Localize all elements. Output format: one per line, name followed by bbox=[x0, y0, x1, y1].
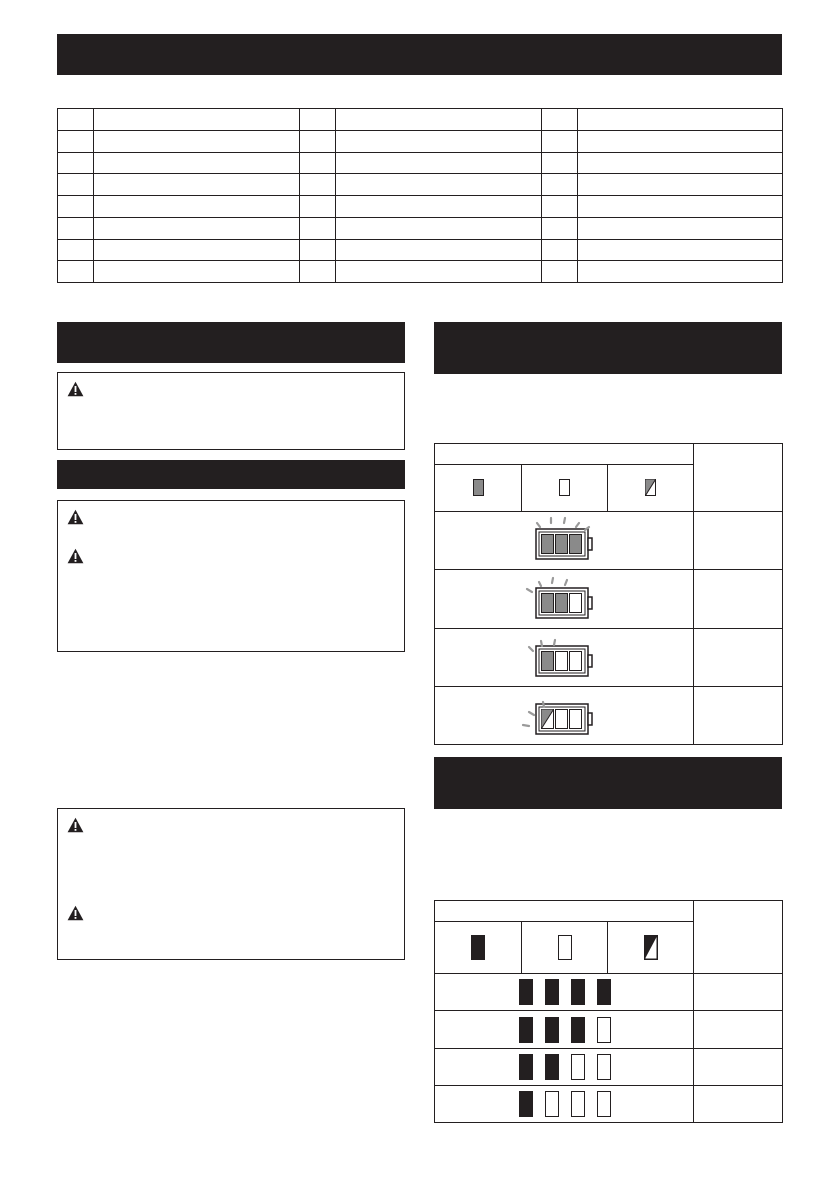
battery-segment-off bbox=[570, 651, 582, 670]
remaining-capacity-table bbox=[434, 443, 783, 745]
charge-level-cell bbox=[694, 1011, 783, 1048]
legend-lit-cell bbox=[435, 922, 522, 974]
parts-table-row bbox=[58, 109, 783, 131]
part-number-cell bbox=[58, 217, 94, 239]
parts-table-row bbox=[58, 261, 783, 283]
warning-triangle-icon bbox=[67, 381, 84, 397]
lamp-on-icon bbox=[519, 979, 533, 1005]
blink-ray bbox=[554, 640, 555, 645]
blink-ray bbox=[576, 523, 579, 527]
battery-segment-lit bbox=[542, 651, 554, 670]
part-number-cell bbox=[58, 152, 94, 174]
legend-blinking-cell bbox=[608, 465, 694, 512]
part-name-cell bbox=[336, 217, 542, 239]
charge-level-cell bbox=[694, 974, 783, 1011]
part-name-cell bbox=[336, 174, 542, 196]
battery-gauge-icon bbox=[519, 688, 609, 738]
legend-off-cell bbox=[522, 922, 608, 974]
lamp-on-icon bbox=[571, 979, 585, 1005]
battery-gauge-icon bbox=[519, 513, 609, 563]
battery-terminal bbox=[588, 655, 592, 667]
part-number-cell bbox=[542, 174, 578, 196]
battery-terminal bbox=[588, 597, 592, 609]
part-number-cell bbox=[300, 217, 336, 239]
battery-segment-off bbox=[556, 709, 568, 728]
blink-ray bbox=[529, 647, 533, 651]
blink-ray bbox=[543, 702, 544, 707]
remaining-capacity-header-cell bbox=[694, 444, 783, 512]
capacity-row bbox=[435, 628, 783, 686]
part-number-cell bbox=[58, 261, 94, 283]
parts-table bbox=[57, 108, 783, 283]
blink-ray bbox=[539, 582, 541, 586]
lamp-off-icon bbox=[597, 1091, 611, 1117]
warning-box-1 bbox=[57, 372, 405, 450]
part-number-cell bbox=[58, 239, 94, 261]
lamp-off-icon bbox=[545, 1091, 559, 1117]
part-name-cell bbox=[94, 152, 300, 174]
lamp-status-header-cell bbox=[435, 444, 694, 465]
part-name-cell bbox=[578, 217, 783, 239]
charge-level-cell bbox=[694, 1085, 783, 1122]
warning-box-3 bbox=[57, 808, 405, 960]
charge-level-cell bbox=[694, 1048, 783, 1085]
charge-level-row bbox=[435, 974, 783, 1011]
section-header-bar-left-1 bbox=[57, 322, 405, 363]
charge-level-row bbox=[435, 1085, 783, 1122]
part-number-cell bbox=[542, 217, 578, 239]
charge-indicator-table bbox=[434, 900, 783, 1123]
blink-ray bbox=[541, 641, 542, 646]
battery-segment-off bbox=[570, 709, 582, 728]
battery-segment-off bbox=[556, 651, 568, 670]
part-name-cell bbox=[336, 130, 542, 152]
capacity-row bbox=[435, 686, 783, 744]
part-number-cell bbox=[542, 152, 578, 174]
part-number-cell bbox=[300, 109, 336, 131]
legend-off-cell bbox=[522, 465, 608, 512]
part-number-cell bbox=[58, 130, 94, 152]
part-number-cell bbox=[58, 174, 94, 196]
warning-triangle-icon bbox=[67, 817, 84, 833]
battery-segment-lit bbox=[570, 535, 582, 554]
parts-table-row bbox=[58, 174, 783, 196]
legend-blinking-cell bbox=[608, 922, 694, 974]
remaining-capacity-cell bbox=[694, 628, 783, 686]
warning-triangle-icon bbox=[67, 548, 84, 564]
part-name-cell bbox=[94, 239, 300, 261]
part-number-cell bbox=[542, 196, 578, 218]
warning-triangle-icon bbox=[67, 509, 84, 525]
remaining-capacity-cell bbox=[694, 570, 783, 628]
part-name-cell bbox=[578, 130, 783, 152]
blink-ray bbox=[552, 578, 553, 583]
section-header-bar-right-1 bbox=[434, 322, 782, 374]
part-number-cell bbox=[58, 109, 94, 131]
part-name-cell bbox=[336, 261, 542, 283]
lamp-blinking-icon bbox=[644, 935, 658, 960]
part-name-cell bbox=[94, 217, 300, 239]
part-name-cell bbox=[578, 174, 783, 196]
part-name-cell bbox=[578, 152, 783, 174]
capacity-row bbox=[435, 570, 783, 628]
part-name-cell bbox=[336, 239, 542, 261]
charge-level-row bbox=[435, 1048, 783, 1085]
capacity-row bbox=[435, 512, 783, 570]
part-name-cell bbox=[578, 261, 783, 283]
part-number-cell bbox=[300, 261, 336, 283]
legend-lit-cell bbox=[435, 465, 522, 512]
part-number-cell bbox=[300, 174, 336, 196]
blink-ray bbox=[529, 712, 534, 715]
parts-table-row bbox=[58, 196, 783, 218]
battery-display-cell bbox=[435, 686, 694, 744]
battery-display-cell bbox=[435, 570, 694, 628]
part-number-cell bbox=[300, 196, 336, 218]
part-name-cell bbox=[336, 152, 542, 174]
parts-table-row bbox=[58, 152, 783, 174]
lamp-on-icon bbox=[545, 1054, 559, 1080]
blink-ray bbox=[527, 589, 532, 592]
part-number-cell bbox=[300, 239, 336, 261]
lamps-cell bbox=[435, 974, 694, 1011]
battery-segment-lit bbox=[556, 593, 568, 612]
lamp-off-icon bbox=[597, 1054, 611, 1080]
lamps-cell bbox=[435, 1011, 694, 1048]
battery-gauge-icon bbox=[519, 572, 609, 622]
blink-ray bbox=[537, 523, 540, 527]
part-name-cell bbox=[336, 109, 542, 131]
part-name-cell bbox=[94, 196, 300, 218]
part-name-cell bbox=[94, 174, 300, 196]
lamp-status-header-cell bbox=[435, 901, 694, 922]
lamp-off-icon bbox=[571, 1091, 585, 1117]
lamp-on-icon bbox=[519, 1017, 533, 1043]
parts-table-row bbox=[58, 130, 783, 152]
charge-level-row bbox=[435, 1011, 783, 1048]
battery-segment-lit bbox=[556, 535, 568, 554]
part-name-cell bbox=[578, 239, 783, 261]
lamp-on-icon bbox=[471, 935, 485, 960]
section-header-bar-top bbox=[57, 34, 782, 75]
warning-box-2 bbox=[57, 500, 405, 652]
lamp-off-icon bbox=[571, 1054, 585, 1080]
section-header-bar-right-2 bbox=[434, 757, 782, 809]
part-number-cell bbox=[300, 130, 336, 152]
parts-table-row bbox=[58, 239, 783, 261]
section-header-bar-left-2 bbox=[57, 460, 405, 489]
lamp-blinking-icon bbox=[645, 479, 656, 496]
battery-segment-lit bbox=[542, 535, 554, 554]
remaining-capacity-cell bbox=[694, 512, 783, 570]
blink-ray bbox=[564, 518, 565, 523]
lamps-cell bbox=[435, 1085, 694, 1122]
battery-terminal bbox=[588, 538, 592, 550]
lamps-cell bbox=[435, 1048, 694, 1085]
part-name-cell bbox=[336, 196, 542, 218]
lamp-off-icon bbox=[558, 935, 572, 960]
battery-segment-off bbox=[570, 593, 582, 612]
blink-ray bbox=[523, 725, 529, 726]
lamp-on-icon bbox=[519, 1091, 533, 1117]
remaining-capacity-cell bbox=[694, 686, 783, 744]
blink-ray bbox=[565, 580, 567, 585]
part-number-cell bbox=[542, 130, 578, 152]
lamp-on-icon bbox=[571, 1017, 585, 1043]
lamp-on-icon bbox=[545, 1017, 559, 1043]
warning-triangle-icon bbox=[67, 905, 84, 921]
part-number-cell bbox=[542, 261, 578, 283]
part-name-cell bbox=[578, 196, 783, 218]
parts-table-row bbox=[58, 217, 783, 239]
lamp-off-icon bbox=[597, 1017, 611, 1043]
lamp-on-icon bbox=[519, 1054, 533, 1080]
part-name-cell bbox=[578, 109, 783, 131]
charge-level-header-cell bbox=[694, 901, 783, 974]
lamp-on-icon bbox=[597, 979, 611, 1005]
part-number-cell bbox=[542, 239, 578, 261]
lamp-on-icon bbox=[545, 979, 559, 1005]
battery-display-cell bbox=[435, 628, 694, 686]
battery-display-cell bbox=[435, 512, 694, 570]
part-number-cell bbox=[58, 196, 94, 218]
lamp-off-icon bbox=[559, 479, 570, 496]
part-name-cell bbox=[94, 261, 300, 283]
battery-gauge-icon bbox=[519, 630, 609, 680]
battery-segment-lit bbox=[542, 593, 554, 612]
lamp-on-icon bbox=[473, 479, 484, 496]
part-name-cell bbox=[94, 109, 300, 131]
part-number-cell bbox=[300, 152, 336, 174]
part-name-cell bbox=[94, 130, 300, 152]
part-number-cell bbox=[542, 109, 578, 131]
battery-terminal bbox=[588, 713, 592, 725]
